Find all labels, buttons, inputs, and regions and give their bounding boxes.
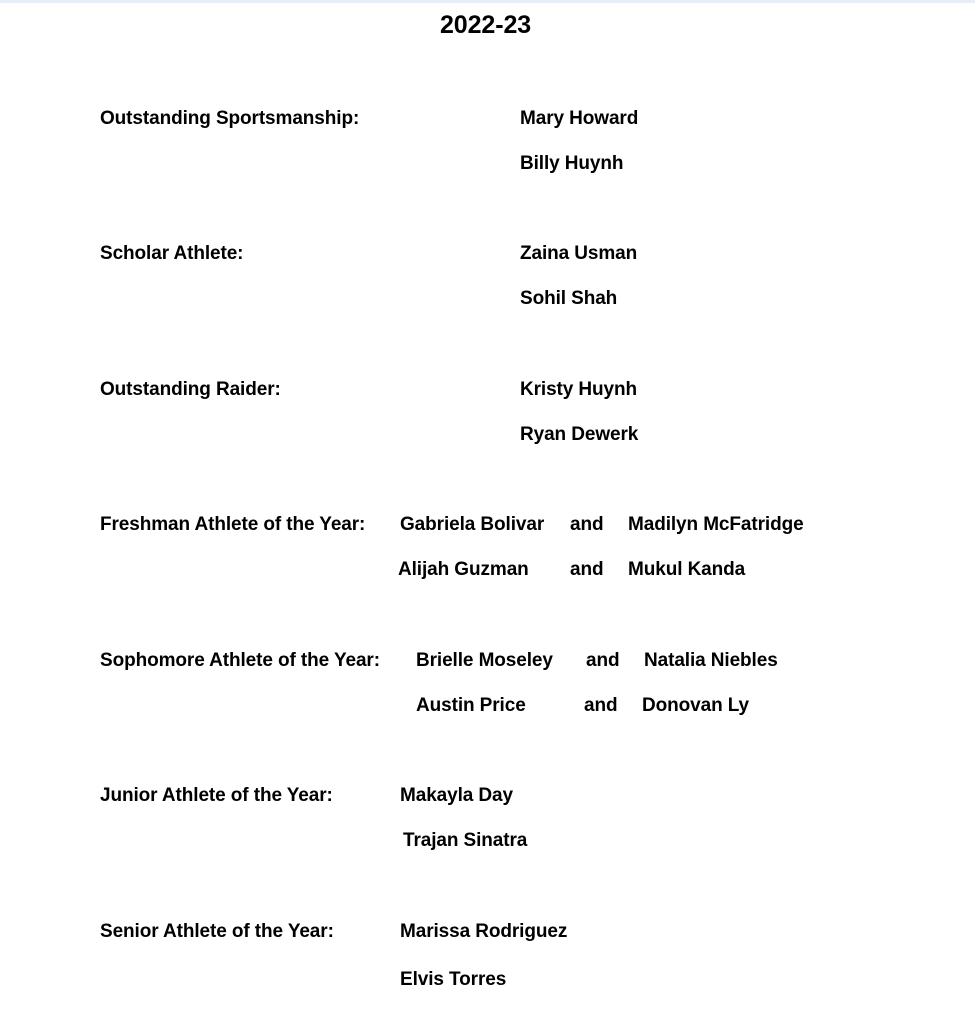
recipient-name: Ryan Dewerk <box>520 424 639 445</box>
conjunction: and <box>586 650 620 671</box>
award-label: Sophomore Athlete of the Year: <box>100 650 380 671</box>
recipient-name: Trajan Sinatra <box>403 830 528 851</box>
conjunction: and <box>584 695 618 716</box>
recipient-name: Billy Huynh <box>520 153 624 174</box>
recipient-name: Austin Price <box>416 695 526 716</box>
award-label: Senior Athlete of the Year: <box>100 921 334 942</box>
top-border <box>0 0 975 3</box>
conjunction: and <box>570 559 604 580</box>
recipient-name: Mukul Kanda <box>628 559 746 580</box>
recipient-name: Natalia Niebles <box>644 650 778 671</box>
recipient-name: Brielle Moseley <box>416 650 553 671</box>
recipient-name: Makayla Day <box>400 785 513 806</box>
recipient-name: Alijah Guzman <box>398 559 529 580</box>
award-label: Junior Athlete of the Year: <box>100 785 333 806</box>
recipient-name: Marissa Rodriguez <box>400 921 568 942</box>
award-label: Freshman Athlete of the Year: <box>100 514 366 535</box>
recipient-name: Mary Howard <box>520 108 639 129</box>
recipient-name: Elvis Torres <box>400 969 507 990</box>
award-label: Outstanding Raider: <box>100 379 281 400</box>
recipient-name: Kristy Huynh <box>520 379 638 400</box>
recipient-name: Gabriela Bolivar <box>400 514 545 535</box>
page-title: 2022-23 <box>440 11 532 39</box>
recipient-name: Zaina Usman <box>520 243 638 264</box>
conjunction: and <box>570 514 604 535</box>
award-label: Outstanding Sportsmanship: <box>100 108 360 129</box>
award-label: Scholar Athlete: <box>100 243 244 264</box>
recipient-name: Sohil Shah <box>520 288 618 309</box>
recipient-name: Madilyn McFatridge <box>628 514 804 535</box>
recipient-name: Donovan Ly <box>642 695 750 716</box>
